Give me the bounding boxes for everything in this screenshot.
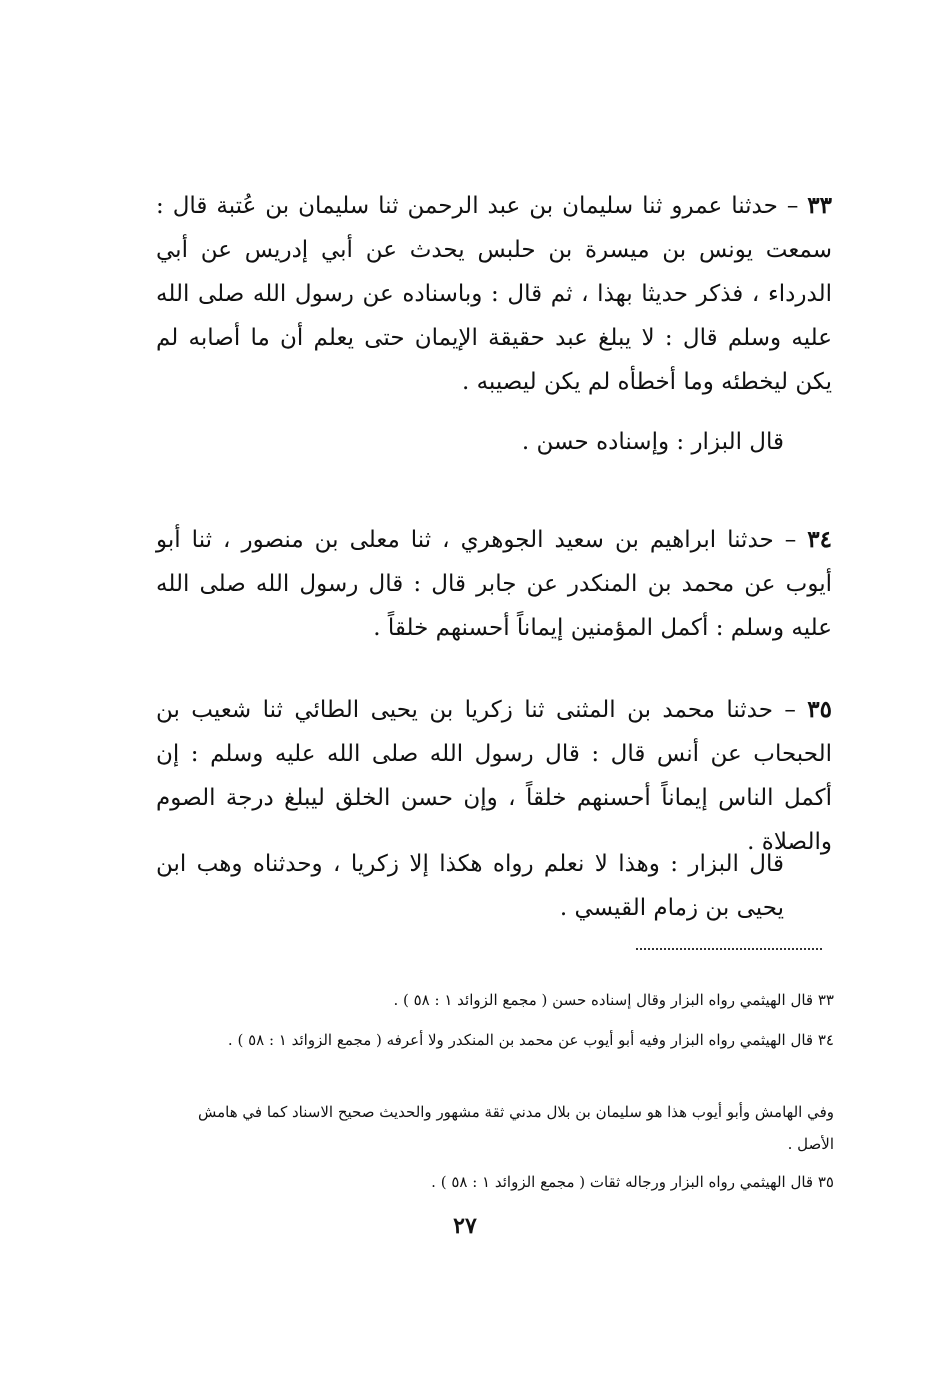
footnote-34 [164, 1024, 834, 1056]
hadith-35 [156, 688, 832, 864]
hadith-35-text: ٣٥ – حدثنا محمد بن المثنى ثنا زكريا بن يحيى الطائي ثنا شعيب بن الحبحاب عن أنس قال : قال رسول الله صلى الله عليه وسلم : إن أكمل الناس إيماناً أحسنهم خلقاً ، وإن حسن الخلق ليبلغ درجة الصوم والصلاة . [156, 696, 832, 855]
hadith-34 [156, 518, 832, 650]
footnote-text: قال الهيثمي رواه البزار وفيه أبو أيوب عن محمد بن المنكدر ولا أعرفه ( مجمع الزوائد ١ : ٥٨ ) . [227, 1031, 814, 1049]
footnote-33 [164, 984, 834, 1016]
page-number: ٢٧ [453, 1213, 477, 1239]
footnote-text: قال الهيثمي رواه البزار ورجاله ثقات ( مجمع الزوائد ١ : ٥٨ ) . [431, 1173, 814, 1191]
hadith-number: ٣٤ [807, 526, 833, 553]
footnote-number: ٣٥ [817, 1173, 834, 1191]
footnote-number: ٣٣ [817, 991, 834, 1009]
hadith-number: ٣٣ [807, 192, 833, 219]
footnote-34-continuation: وفي الهامش وأبو أيوب هذا هو سليمان بن بلال مدني ثقة مشهور والحديث صحيح الاسناد كما في هامش الأصل . [198, 1103, 834, 1153]
hadith-33-grading [156, 420, 832, 464]
hadith-body: حدثنا عمرو ثنا سليمان بن عبد الرحمن ثنا سليمان بن عُتبة قال : سمعت يونس بن ميسرة بن حلبس يحدث عن أبي إدريس عن أبي الدرداء ، فذكر حديثا بهذا ، ثم قال : وباسناده عن رسول الله صلى الله عليه وسلم قال : لا يبلغ عبد حقيقة الإيمان حتى يعلم أن ما أصابه لم يكن ليخطئه وما أخطأه لم يكن ليصيبه . [156, 193, 832, 395]
footnote-number: ٣٤ [817, 1031, 834, 1049]
footnote-35 [164, 1166, 834, 1198]
hadith-34-text: ٣٤ – حدثنا ابراهيم بن سعيد الجوهري ، ثنا معلى بن منصور ، ثنا أبو أيوب عن محمد بن المنكدر عن جابر قال : قال رسول الله صلى الله عليه وسلم : أكمل المؤمنين إيماناً أحسنهم خلقاً . [156, 526, 833, 641]
hadith-33 [156, 184, 832, 404]
hadith-body: حدثنا محمد بن المثنى ثنا زكريا بن يحيى الطائي ثنا شعيب بن الحبحاب عن أنس قال : قال رسول الله صلى الله عليه وسلم : إن أكمل الناس إيماناً أحسنهم خلقاً ، وإن حسن الخلق ليبلغ درجة الصوم والصلاة . [156, 697, 832, 855]
hadith-number: ٣٥ [807, 696, 832, 723]
bazzar-note: قال البزار : وهذا لا نعلم رواه هكذا إلا زكريا ، وحدثناه وهب ابن يحيى بن زمام القيسي . [156, 851, 784, 921]
hadith-33-text: ٣٣ – حدثنا عمرو ثنا سليمان بن عبد الرحمن ثنا سليمان بن عُتبة قال : سمعت يونس بن ميسرة بن حلبس يحدث عن أبي إدريس عن أبي الدرداء ، فذكر حديثا بهذا ، ثم قال : وباسناده عن رسول الله صلى الله عليه وسلم قال : لا يبلغ عبد حقيقة الإيمان حتى يعلم أن ما أصابه لم يكن ليخطئه وما أخطأه لم يكن ليصيبه . [156, 192, 833, 395]
hadith-35-grading [156, 842, 832, 930]
hadith-body: حدثنا ابراهيم بن سعيد الجوهري ، ثنا معلى بن منصور ، ثنا أبو أيوب عن محمد بن المنكدر عن جابر قال : قال رسول الله صلى الله عليه وسلم : أكمل المؤمنين إيماناً أحسنهم خلقاً . [156, 527, 832, 641]
bazzar-note: قال البزار : وإسناده حسن . [521, 429, 784, 455]
footnote-text: قال الهيثمي رواه البزار وقال إسناده حسن ( مجمع الزوائد ١ : ٥٨ ) . [393, 991, 814, 1009]
footnote-separator [636, 948, 822, 950]
